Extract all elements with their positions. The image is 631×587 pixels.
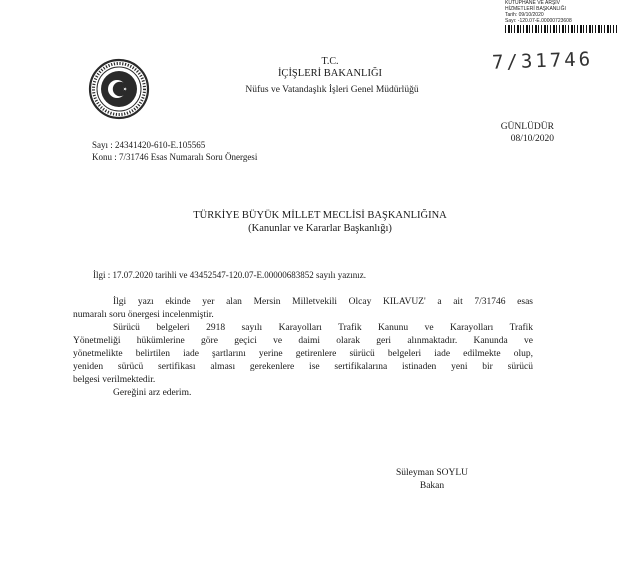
handwritten-number: 7/31746 bbox=[491, 48, 594, 74]
body-p2-line-3: yönetmelikte belirtilen iade şartlarını yerine getirenlere sürücü belgeleri iade edilmekte olup, bbox=[73, 349, 533, 359]
body-p2-line-2: Yönetmeliği hükümlerine göre geçici ve daimi olarak geri alınmaktadır. Kanunda ve bbox=[73, 336, 533, 346]
stamp-line-1: KÜTÜPHANE VE ARŞİV bbox=[505, 0, 561, 6]
signature-title: Bakan bbox=[419, 481, 445, 491]
ilgi-line: İlgi : 17.07.2020 tarihli ve 43452547-120.07-E.00000683852 sayılı yazınız. bbox=[93, 270, 366, 280]
ref-konu: Konu : 7/31746 Esas Numaralı Soru Önergesi bbox=[92, 152, 258, 162]
letter-body bbox=[73, 296, 533, 400]
body-paragraph-3: Gereğini arz ederim. bbox=[113, 388, 192, 398]
stamp-line-4: Sayı: -120.07-E.00000723608 bbox=[505, 18, 572, 24]
stamp-line-2: HİZMETLERİ BAŞKANLIĞI bbox=[505, 6, 566, 12]
addressee-line-1: TÜRKİYE BÜYÜK MİLLET MECLİSİ BAŞKANLIĞINA bbox=[193, 210, 447, 221]
body-p2-line-1: Sürücü belgeleri 2918 sayılı Karayolları Trafik Kanunu ve Karayolları Trafik bbox=[113, 323, 533, 333]
body-p1-line-1: İlgi yazı ekinde yer alan Mersin Milletvekili Olcay KILAVUZ' a ait 7/31746 esas bbox=[113, 297, 533, 307]
letterhead-tc: T.C. bbox=[321, 56, 339, 67]
addressee-block bbox=[170, 209, 470, 235]
addressee-line-2: (Kanunlar ve Kararlar Başkanlığı) bbox=[248, 223, 392, 234]
urgency-label: GÜNLÜDÜR bbox=[500, 122, 554, 132]
stamp-line-3: Tarih: 09/10/2020 bbox=[505, 12, 544, 18]
body-p1-line-2: numaralı soru önergesi incelenmiştir. bbox=[73, 310, 214, 320]
body-paragraph-2 bbox=[73, 322, 533, 387]
letterhead-ministry: İÇİŞLERİ BAKANLIĞI bbox=[277, 68, 383, 79]
urgency-block bbox=[466, 121, 554, 145]
archive-stamp bbox=[505, 0, 625, 40]
urgency-date: 08/10/2020 bbox=[510, 134, 554, 144]
letterhead bbox=[230, 56, 430, 95]
ref-sayi: Sayı : 24341420-610-E.105565 bbox=[92, 140, 206, 150]
letterhead-department: Nüfus ve Vatandaşlık İşleri Genel Müdürlüğü bbox=[245, 85, 419, 95]
body-paragraph-1 bbox=[73, 296, 533, 322]
body-p2-line-4: yeniden sürücü sertifikası alması gerekenlere ise sertifikalarına istinaden yeni bir sürücü bbox=[73, 362, 533, 372]
ministry-seal-icon bbox=[88, 58, 150, 120]
signature-block bbox=[382, 467, 482, 493]
barcode-icon bbox=[505, 25, 617, 33]
reference-block bbox=[92, 139, 257, 163]
signature-name: Süleyman SOYLU bbox=[395, 468, 469, 478]
body-p2-line-5: belgesi verilmektedir. bbox=[73, 375, 156, 385]
